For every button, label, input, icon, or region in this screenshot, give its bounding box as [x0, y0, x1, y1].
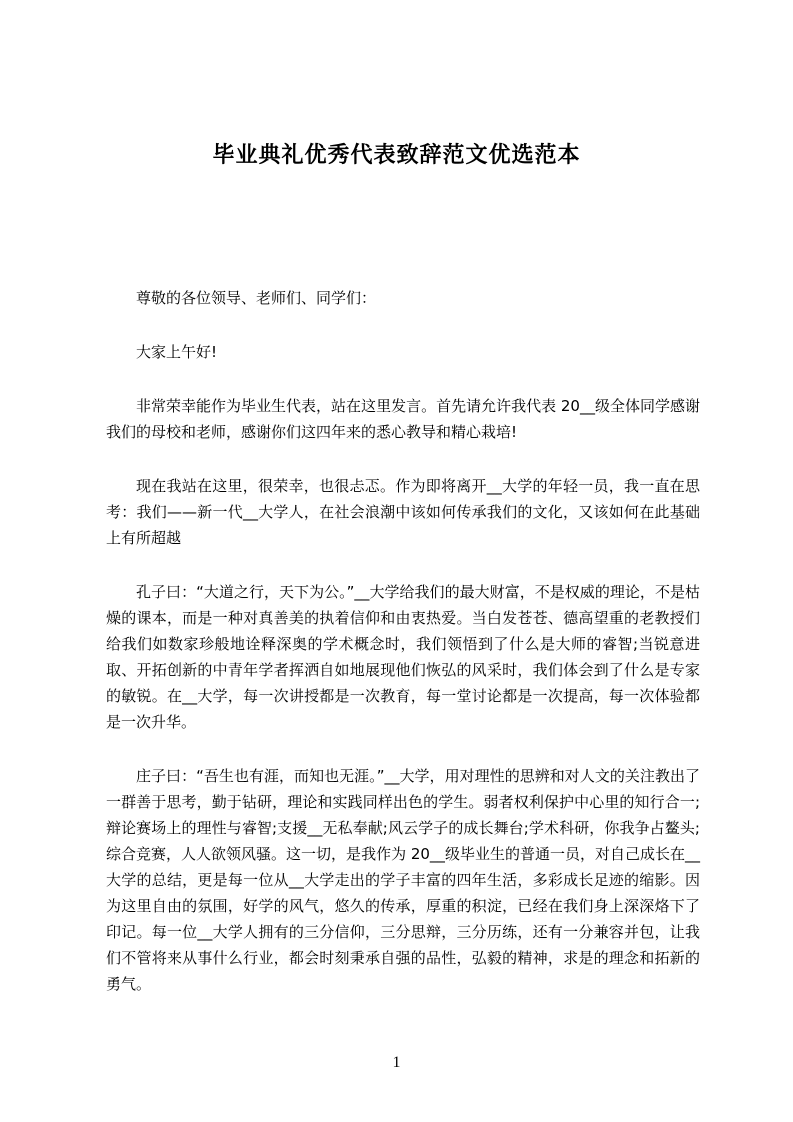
document-title: 毕业典礼优秀代表致辞范文优选范本 — [212, 143, 581, 168]
opening-paragraph: 非常荣幸能作为毕业生代表，站在这里发言。首先请允许我代表 20__级全体同学感谢我们的母校和老师，感谢你们这四年来的悉心教导和精心栽培! — [106, 397, 700, 441]
page-number: 1 — [392, 1054, 401, 1071]
greeting-paragraph: 大家上午好! — [136, 343, 218, 361]
document-body — [106, 285, 700, 1023]
confucius-paragraph: 孔子曰：“大道之行，天下为公。”__大学给我们的最大财富，不是权威的理论，不是枯燥的课本，而是一种对真善美的执着信仰和由衷热爱。当白发苍苍、德高望重的老教授们给我们如数家珍般地诠释深奥的学术概念时，我们领悟到了什么是大师的睿智;当锐意进取、开拓创新的中青年学者挥洒自如地展现他们恢弘的风采时，我们体会到了什么是专家的敏锐。在__大学，每一次讲授都是一次教育，每一堂讨论都是一次提高，每一次体验都是一次升华。 — [106, 583, 700, 731]
reflection-paragraph: 现在我站在这里，很荣幸，也很忐忑。作为即将离开__大学的年轻一员，我一直在思考：我们——新一代__大学人，在社会浪潮中该如何传承我们的文化，又该如何在此基础上有所超越 — [106, 477, 700, 547]
zhuangzi-paragraph: 庄子曰：“吾生也有涯，而知也无涯。”__大学，用对理性的思辨和对人文的关注教出了一群善于思考，勤于钻研，理论和实践同样出色的学生。弱者权利保护中心里的知行合一;辩论赛场上的理性与睿智;支援__无私奉献;风云学子的成长舞台;学术科研，你我争占鳌头;综合竞赛，人人欲领风骚。这一切，是我作为 20__级毕业生的普通一员，对自己成长在__大学的总结，更是每一位从__大学走出的学子丰富的四年生活，多彩成长足迹的缩影。因为这里自由的氛围，好学的风气，悠久的传承，厚重的积淀，已经在我们身上深深烙下了印记。每一位__大学人拥有的三分信仰，三分思辩，三分历练，还有一分兼容并包，让我们不管将来从事什么行业，都会时刻秉承自强的品性，弘毅的精神，求是的理念和拓新的勇气。 — [106, 767, 700, 993]
salutation-paragraph: 尊敬的各位领导、老师们、同学们： — [136, 289, 377, 307]
